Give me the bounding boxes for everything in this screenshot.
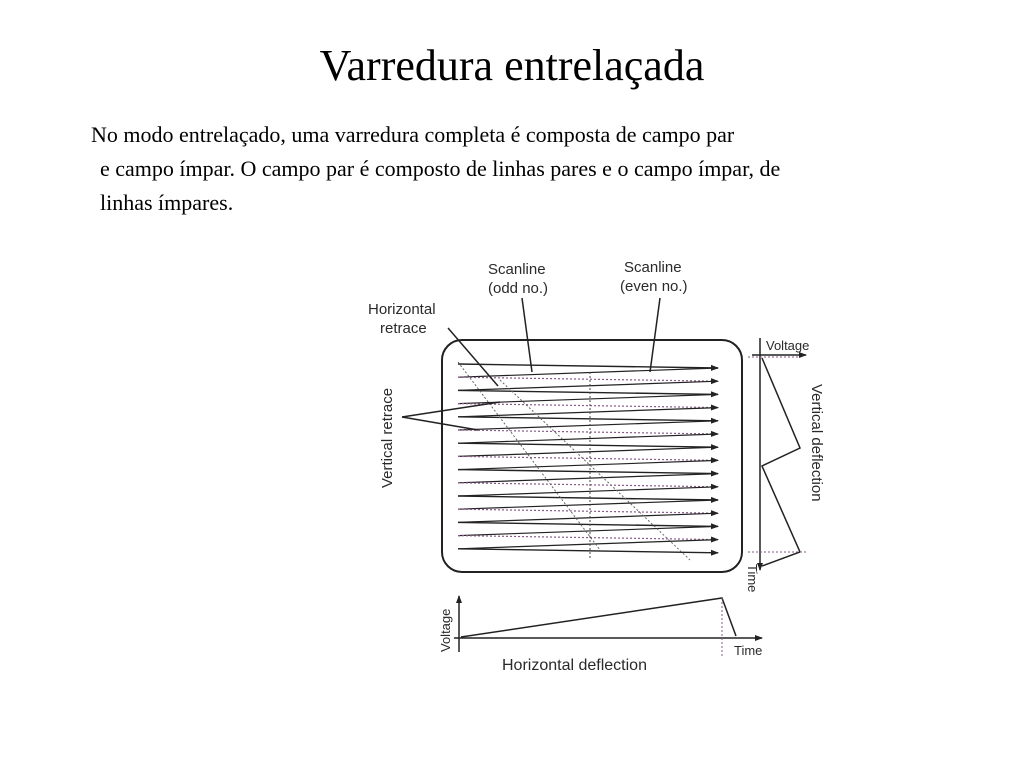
callout-vertical-retrace-a: [402, 402, 500, 417]
label-scanline-odd-2: (odd no.): [488, 280, 549, 297]
scanline-even: [458, 430, 718, 434]
scanline-odd: [458, 470, 718, 474]
scanline-odd: [458, 390, 718, 394]
horizontal-retrace-line: [458, 460, 718, 469]
callout-scanline-even: [650, 298, 660, 372]
callout-scanline-odd: [522, 298, 532, 372]
vertical-deflection-wave: [762, 358, 800, 566]
label-voltage-right: Voltage: [766, 338, 810, 353]
callout-horizontal-retrace: [448, 328, 498, 386]
horizontal-retrace-line: [458, 513, 718, 522]
horizontal-retrace-line: [458, 368, 718, 377]
label-voltage-bottom: Voltage: [438, 608, 453, 652]
scanlines: [458, 364, 718, 553]
horizontal-retrace-line: [458, 487, 718, 496]
scanline-even: [458, 377, 718, 381]
scanline-odd: [458, 549, 718, 553]
screen-outline: [442, 340, 742, 572]
label-horizontal-deflection: Horizontal deflection: [502, 657, 647, 674]
horizontal-retrace-line: [458, 447, 718, 456]
horizontal-deflection-wave: [461, 598, 736, 637]
scanline-even: [458, 536, 718, 540]
scanline-odd: [458, 496, 718, 500]
label-vertical-retrace: Vertical retrace: [379, 387, 396, 488]
horizontal-retrace-line: [458, 540, 718, 549]
body-line-1: No modo entrelaçado, uma varredura completa é composta de campo par: [91, 122, 735, 147]
label-time-right: Time: [745, 564, 760, 593]
label-horizontal-retrace-1: Horizontal: [368, 301, 436, 318]
scanline-even: [458, 483, 718, 487]
body-line-2: e campo ímpar. O campo par é composto de linhas pares e o campo ímpar, de: [100, 156, 781, 181]
scanline-odd: [458, 364, 718, 368]
horizontal-retrace-line: [458, 421, 718, 430]
body-line-3: linhas ímpares.: [100, 190, 234, 215]
scanline-odd: [458, 443, 718, 447]
scanline-odd: [458, 417, 718, 421]
horizontal-retrace-line: [458, 526, 718, 535]
scanline-odd: [458, 522, 718, 526]
label-horizontal-retrace-2: retrace: [380, 320, 427, 337]
page-title: Varredura entrelaçada: [319, 41, 705, 90]
horizontal-retrace-line: [458, 434, 718, 443]
horizontal-retrace-line: [458, 408, 718, 417]
horizontal-retrace-line: [458, 474, 718, 483]
scanline-even: [458, 404, 718, 408]
label-scanline-even-1: Scanline: [624, 259, 682, 276]
label-time-bottom: Time: [734, 643, 763, 658]
label-vertical-deflection: Vertical deflection: [808, 384, 825, 502]
callout-vertical-retrace-b: [402, 417, 478, 430]
horizontal-retrace-line: [458, 500, 718, 509]
scanline-even: [458, 456, 718, 460]
label-scanline-even-2: (even no.): [620, 278, 688, 295]
scanline-even: [458, 509, 718, 513]
label-scanline-odd-1: Scanline: [488, 261, 546, 278]
